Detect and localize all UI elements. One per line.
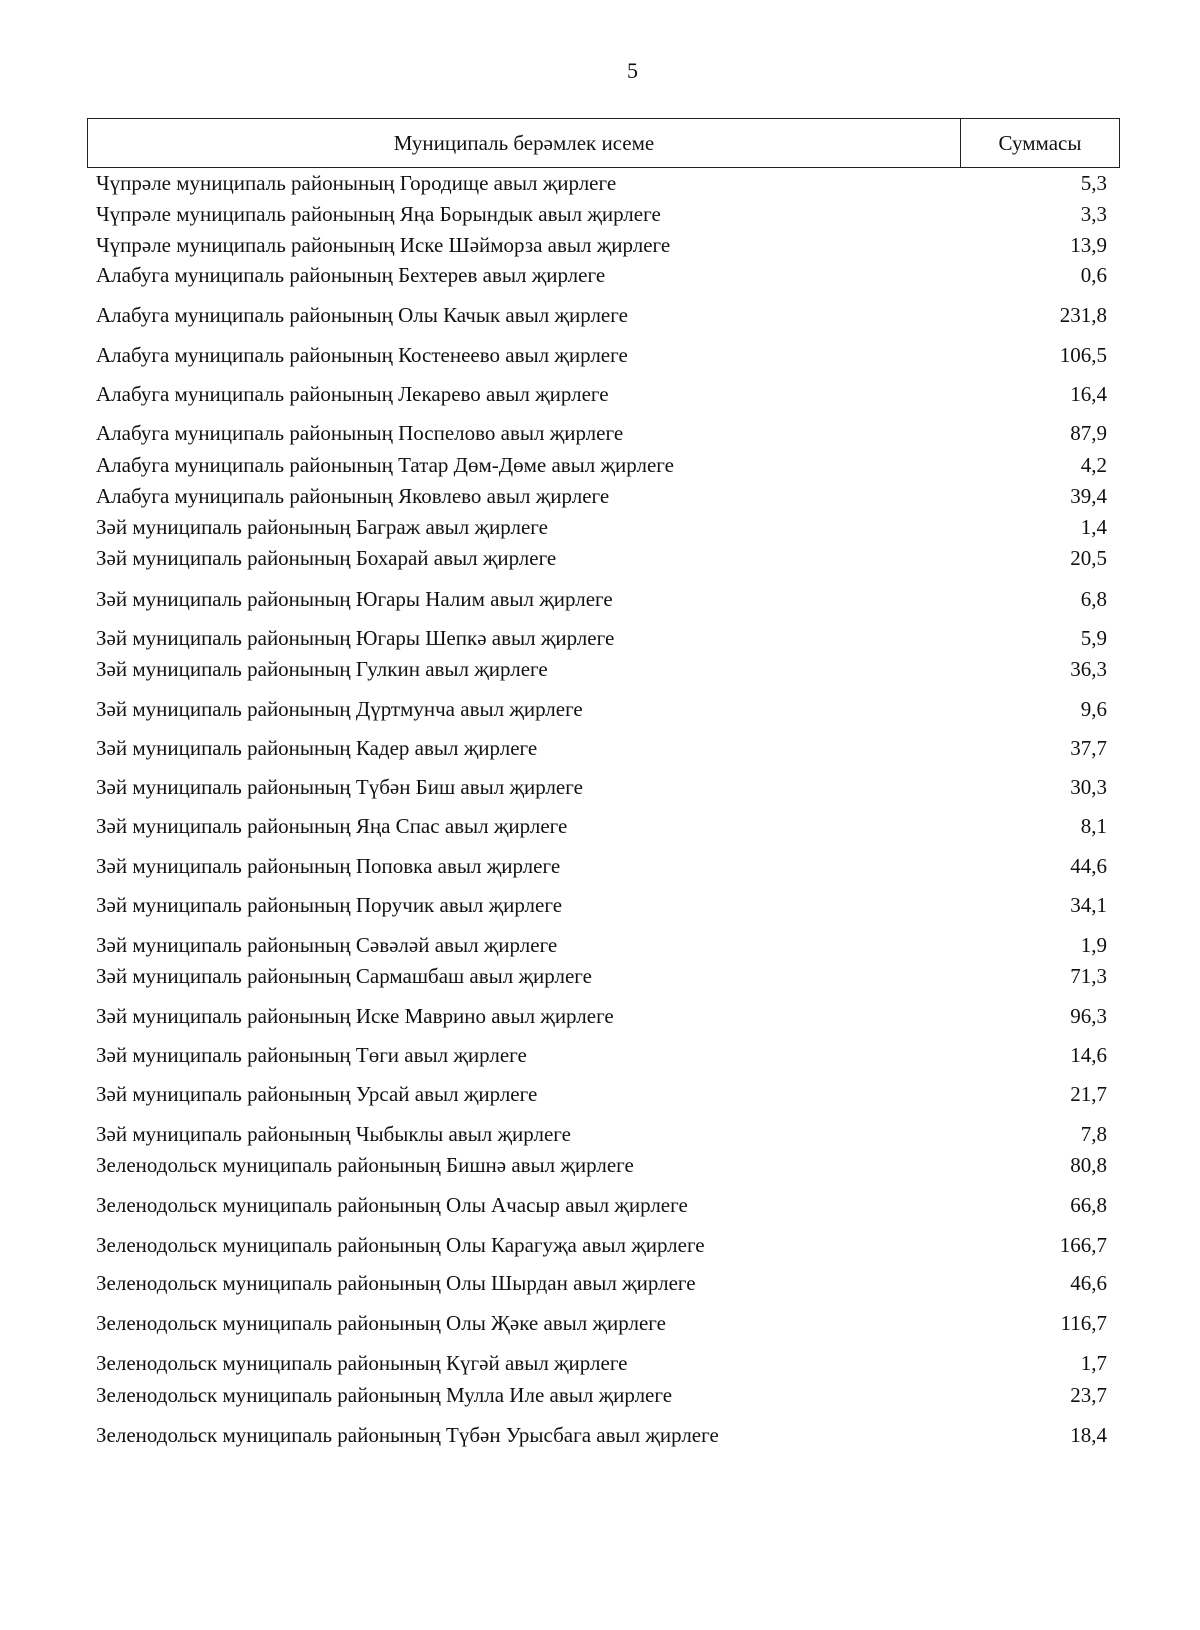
row-name: Зәй муниципаль районының Кадер авыл җирлеге (96, 736, 538, 760)
table-row (0, 1190, 1200, 1220)
row-name: Зәй муниципаль районының Урсай авыл җирлеге (96, 1082, 538, 1106)
table-row (0, 851, 1200, 881)
table-row (0, 168, 1200, 198)
table-row (0, 1119, 1200, 1149)
row-sum: 5,3 (1080, 171, 1107, 195)
row-name: Чүпрәле муниципаль районының Иске Шәйморза авыл җирлеге (96, 233, 671, 257)
row-name: Зәй муниципаль районының Түбән Биш авыл җирлеге (96, 775, 583, 799)
row-sum: 1,4 (1080, 515, 1107, 539)
table-row (0, 733, 1200, 763)
row-name: Зәй муниципаль районының Поповка авыл җирлеге (96, 854, 561, 878)
row-sum: 1,9 (1080, 933, 1107, 957)
row-name: Зеленодольск муниципаль районының Олы Карагуҗа авыл җирлеге (96, 1233, 705, 1257)
row-name: Зеленодольск муниципаль районының Бишнә авыл җирлеге (96, 1153, 634, 1177)
row-name: Алабуга муниципаль районының Костенеево авыл җирлеге (96, 343, 628, 367)
row-sum: 96,3 (1070, 1004, 1107, 1028)
row-sum: 21,7 (1070, 1082, 1107, 1106)
table-row (0, 340, 1200, 370)
row-sum: 87,9 (1070, 421, 1107, 445)
column-header-sum: Суммасы (998, 130, 1082, 155)
table-row (0, 1230, 1200, 1260)
row-sum: 16,4 (1070, 382, 1107, 406)
table-row (0, 512, 1200, 542)
row-sum: 9,6 (1080, 697, 1107, 721)
table-row (0, 1079, 1200, 1109)
row-sum: 80,8 (1070, 1153, 1107, 1177)
row-sum: 8,1 (1080, 814, 1107, 838)
table-row (0, 418, 1200, 448)
row-name: Зәй муниципаль районының Дүртмунча авыл җирлеге (96, 697, 583, 721)
row-name: Алабуга муниципаль районының Лекарево авыл җирлеге (96, 382, 609, 406)
row-name: Зәй муниципаль районының Югары Налим авыл җирлеге (96, 587, 613, 611)
row-sum: 231,8 (1059, 303, 1107, 327)
row-sum: 46,6 (1070, 1271, 1107, 1295)
row-name: Алабуга муниципаль районының Поспелово авыл җирлеге (96, 421, 624, 445)
row-sum: 71,3 (1070, 964, 1107, 988)
row-sum: 36,3 (1070, 657, 1107, 681)
table-row (0, 1308, 1200, 1338)
row-name: Зәй муниципаль районының Гулкин авыл җирлеге (96, 657, 548, 681)
row-sum: 44,6 (1070, 854, 1107, 878)
table-row (0, 890, 1200, 920)
row-sum: 34,1 (1070, 893, 1107, 917)
table-row (0, 199, 1200, 229)
table-row (0, 1348, 1200, 1378)
row-name: Зәй муниципаль районының Иске Маврино авыл җирлеге (96, 1004, 614, 1028)
table-row (0, 623, 1200, 653)
row-name: Зәй муниципаль районының Чыбыклы авыл җирлеге (96, 1122, 571, 1146)
row-name: Зәй муниципаль районының Баграж авыл җирлеге (96, 515, 548, 539)
table-row (0, 584, 1200, 614)
row-name: Зеленодольск муниципаль районының Күгәй авыл җирлеге (96, 1351, 628, 1375)
row-name: Чүпрәле муниципаль районының Яңа Борындык авыл җирлеге (96, 202, 661, 226)
table-row (0, 1420, 1200, 1450)
row-name: Зеленодольск муниципаль районының Олы Җәке авыл җирлеге (96, 1311, 666, 1335)
row-sum: 6,8 (1080, 587, 1107, 611)
row-sum: 7,8 (1080, 1122, 1107, 1146)
table-row (0, 450, 1200, 480)
table-row (0, 230, 1200, 260)
table-row (0, 260, 1200, 290)
row-name: Зәй муниципаль районының Яңа Спас авыл җирлеге (96, 814, 568, 838)
row-sum: 3,3 (1080, 202, 1107, 226)
row-name: Алабуга муниципаль районының Татар Дөм-Дөме авыл җирлеге (96, 453, 674, 477)
row-sum: 37,7 (1070, 736, 1107, 760)
row-sum: 20,5 (1070, 546, 1107, 570)
row-name: Зеленодольск муниципаль районының Олы Ачасыр авыл җирлеге (96, 1193, 688, 1217)
row-name: Чүпрәле муниципаль районының Городище авыл җирлеге (96, 171, 617, 195)
row-name: Алабуга муниципаль районының Бехтерев авыл җирлеге (96, 263, 606, 287)
row-sum: 4,2 (1080, 453, 1107, 477)
table-row (0, 543, 1200, 573)
table-header (87, 118, 1120, 168)
row-sum: 30,3 (1070, 775, 1107, 799)
row-name: Зәй муниципаль районының Төги авыл җирлеге (96, 1043, 527, 1067)
row-name: Зәй муниципаль районының Поручик авыл җирлеге (96, 893, 563, 917)
table-row (0, 654, 1200, 684)
column-header-name: Муниципаль берәмлек исеме (88, 119, 961, 167)
table-row (0, 379, 1200, 409)
row-sum: 166,7 (1059, 1233, 1107, 1257)
table-row (0, 961, 1200, 991)
table-row (0, 1150, 1200, 1180)
table-row (0, 300, 1200, 330)
table-row (0, 694, 1200, 724)
table-row (0, 1001, 1200, 1031)
row-sum: 18,4 (1070, 1423, 1107, 1447)
row-sum: 66,8 (1070, 1193, 1107, 1217)
row-name: Зеленодольск муниципаль районының Олы Шырдан авыл җирлеге (96, 1271, 696, 1295)
row-name: Зәй муниципаль районының Сармашбаш авыл җирлеге (96, 964, 592, 988)
page-number: 5 (627, 58, 638, 83)
row-sum: 1,7 (1080, 1351, 1107, 1375)
row-name: Зеленодольск муниципаль районының Түбән Урысбага авыл җирлеге (96, 1423, 719, 1447)
row-sum: 14,6 (1070, 1043, 1107, 1067)
table-row (0, 930, 1200, 960)
row-name: Зеленодольск муниципаль районының Мулла Иле авыл җирлеге (96, 1383, 673, 1407)
table-row (0, 1040, 1200, 1070)
table-row (0, 1268, 1200, 1298)
row-name: Зәй муниципаль районының Югары Шепкә авыл җирлеге (96, 626, 615, 650)
row-name: Зәй муниципаль районының Сәвәләй авыл җирлеге (96, 933, 558, 957)
row-sum: 116,7 (1060, 1311, 1107, 1335)
row-sum: 13,9 (1070, 233, 1107, 257)
row-sum: 23,7 (1070, 1383, 1107, 1407)
table-row (0, 772, 1200, 802)
row-name: Алабуга муниципаль районының Олы Качык авыл җирлеге (96, 303, 628, 327)
table-row (0, 481, 1200, 511)
row-sum: 39,4 (1070, 484, 1107, 508)
row-sum: 0,6 (1080, 263, 1107, 287)
row-sum: 106,5 (1059, 343, 1107, 367)
table-row (0, 811, 1200, 841)
row-name: Зәй муниципаль районының Бохарай авыл җирлеге (96, 546, 557, 570)
table-row (0, 1380, 1200, 1410)
row-sum: 5,9 (1080, 626, 1107, 650)
row-name: Алабуга муниципаль районының Яковлево авыл җирлеге (96, 484, 610, 508)
